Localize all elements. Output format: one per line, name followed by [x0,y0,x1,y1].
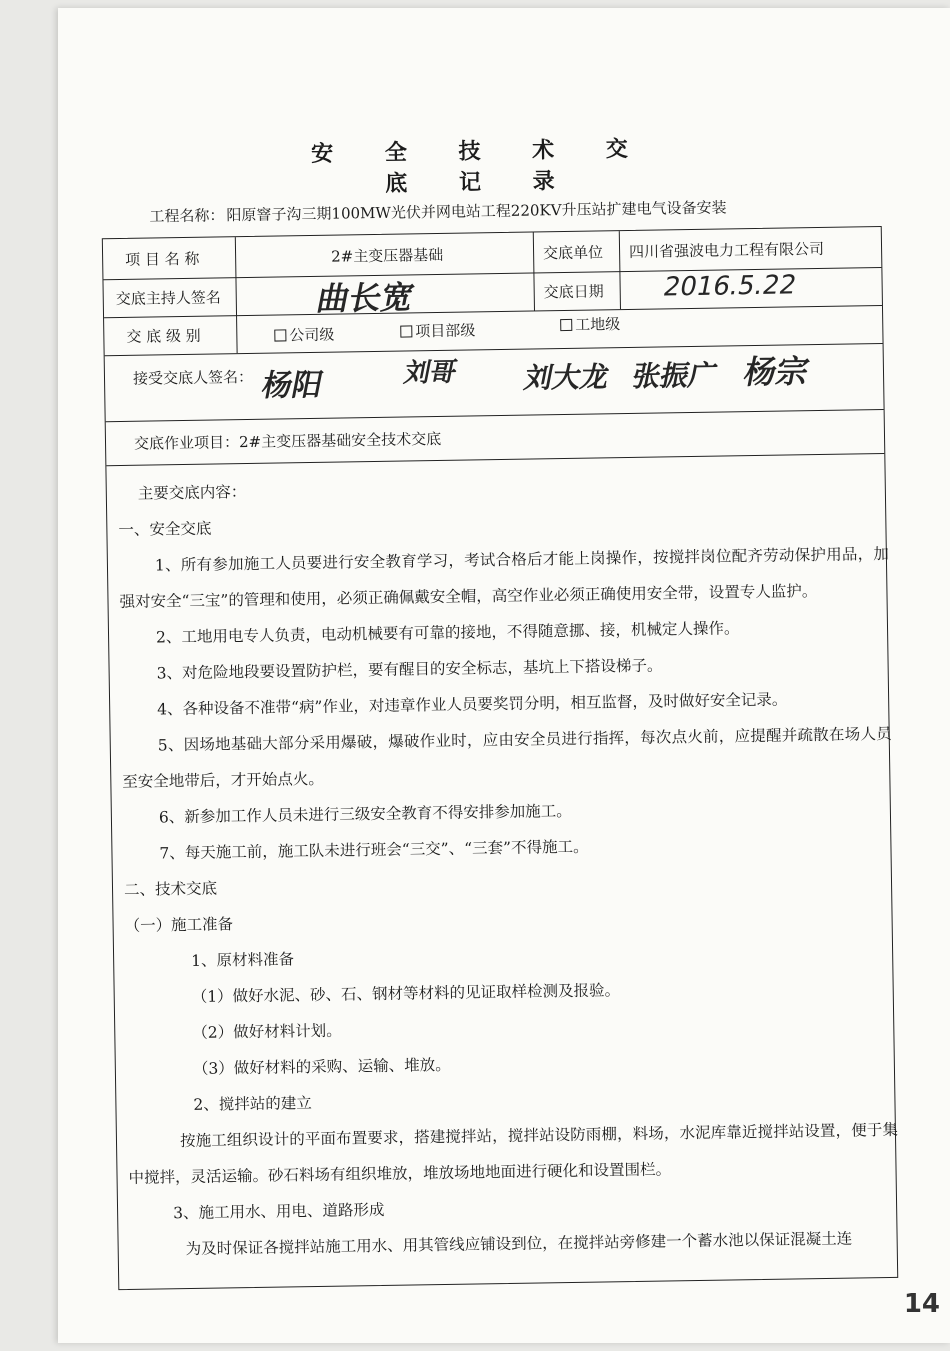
unit-value: 四川省强波电力工程有限公司 [628,239,825,261]
host-signature: 曲长宽 [313,278,418,318]
safety-item: 6、新参加工作人员未进行三级安全教育不得安排参加施工。 [158,801,572,827]
page-number: 14 [903,1289,940,1319]
date-value: 2016.5.22 [660,270,799,303]
subsection-title: （一）施工准备 [124,915,234,935]
item-name-value: 2#主变压器基础 [330,245,444,266]
safety-item: 4、各种设备不准带“病”作业，对违章作业人员要奖罚分明，相互监督，及时做好安全记录。 [157,690,788,719]
item-title: 3、施工用水、用电、道路形成 [172,1200,385,1223]
receiver-signature: 张振广 [629,358,720,393]
material-item: （2）做好材料计划。 [192,1021,342,1042]
checkbox-icon [274,329,286,341]
level-option-site[interactable]: 工地级 [560,313,620,335]
disclosure-content [118,464,900,1268]
safety-item: 5、因场地基础大部分采用爆破，爆破作业时，应由安全员进行指挥，每次点火前，应提醒并疏散在场人员至安全地带后，才开始点火。 [122,724,892,792]
safety-item: 2、工地用电专人负责，电动机械要有可靠的接地，不得随意挪、接，机械定人操作。 [155,619,740,647]
item-title: 1、原材料准备 [191,950,295,970]
checkbox-icon [560,319,572,331]
date-label: 交底日期 [543,281,604,301]
level-label: 交 底 级 别 [126,326,201,346]
section-title-technical: 二、技术交底 [123,879,218,899]
receiver-signature: 刘大龙 [521,360,612,395]
section-title-safety: 一、安全交底 [118,519,212,540]
checkbox-icon [400,325,412,337]
safety-item: 7、每天施工前，施工队未进行班会“三交”、“三套”不得施工。 [159,837,589,863]
level-option-company[interactable]: 公司级 [274,324,334,346]
work-item: 交底作业项目：2#主变压器基础安全技术交底 [133,429,442,453]
safety-item: 3、对危险地段要设置防护栏，要有醒目的安全标志，基坑上下搭设梯子。 [156,656,663,683]
receiver-signature: 杨宗 [740,352,813,392]
receivers-label: 接受交底人签名： [132,367,254,388]
receiver-signature: 杨阳 [258,367,326,404]
receiver-signature: 刘哥 [401,357,460,389]
unit-label: 交底单位 [542,242,604,262]
station-text: 按施工组织设计的平面布置要求，搭建搅拌站，搅拌站设防雨棚，料场，水泥库靠近搅拌站设置，便于集中搅拌，灵活运输。砂石料场有组织堆放，堆放场地地面进行硬化和设置围栏。 [128,1120,899,1187]
project-name-label: 工程名称： [149,206,225,226]
water-text: 为及时保证各搅拌站施工用水、用其管线应铺设到位，在搅拌站旁修建一个蓄水池以保证混凝土连 [185,1229,853,1259]
host-label: 交底主持人签名 [115,287,221,308]
project-name-line [149,194,869,226]
project-name-value: 阳原窨子沟三期100MW光伏并网电站工程220KV升压站扩建电气设备安装 [226,198,727,225]
safety-item: 1、所有参加施工人员要进行安全教育学习，考试合格后才能上岗操作，按搅拌岗位配齐劳动保护用品，加强对安全“三宝”的管理和使用，必须正确佩戴安全帽，高空作业必须正确使用安全带，设置专人监护。 [119,544,890,612]
item-name-label: 项 目 名 称 [125,249,200,269]
col-divider [235,237,238,353]
item-title: 2、搅拌站的建立 [193,1094,312,1114]
material-item: （1）做好水泥、砂、石、钢材等材料的见证取样检测及报验。 [191,981,621,1006]
material-item: （3）做好材料的采购、运输、堆放。 [192,1055,451,1078]
document-title: 安 全 技 术 交 底 记 录 [310,135,650,197]
level-option-project[interactable]: 项目部级 [400,319,475,341]
content-intro: 主要交底内容： [137,483,247,503]
